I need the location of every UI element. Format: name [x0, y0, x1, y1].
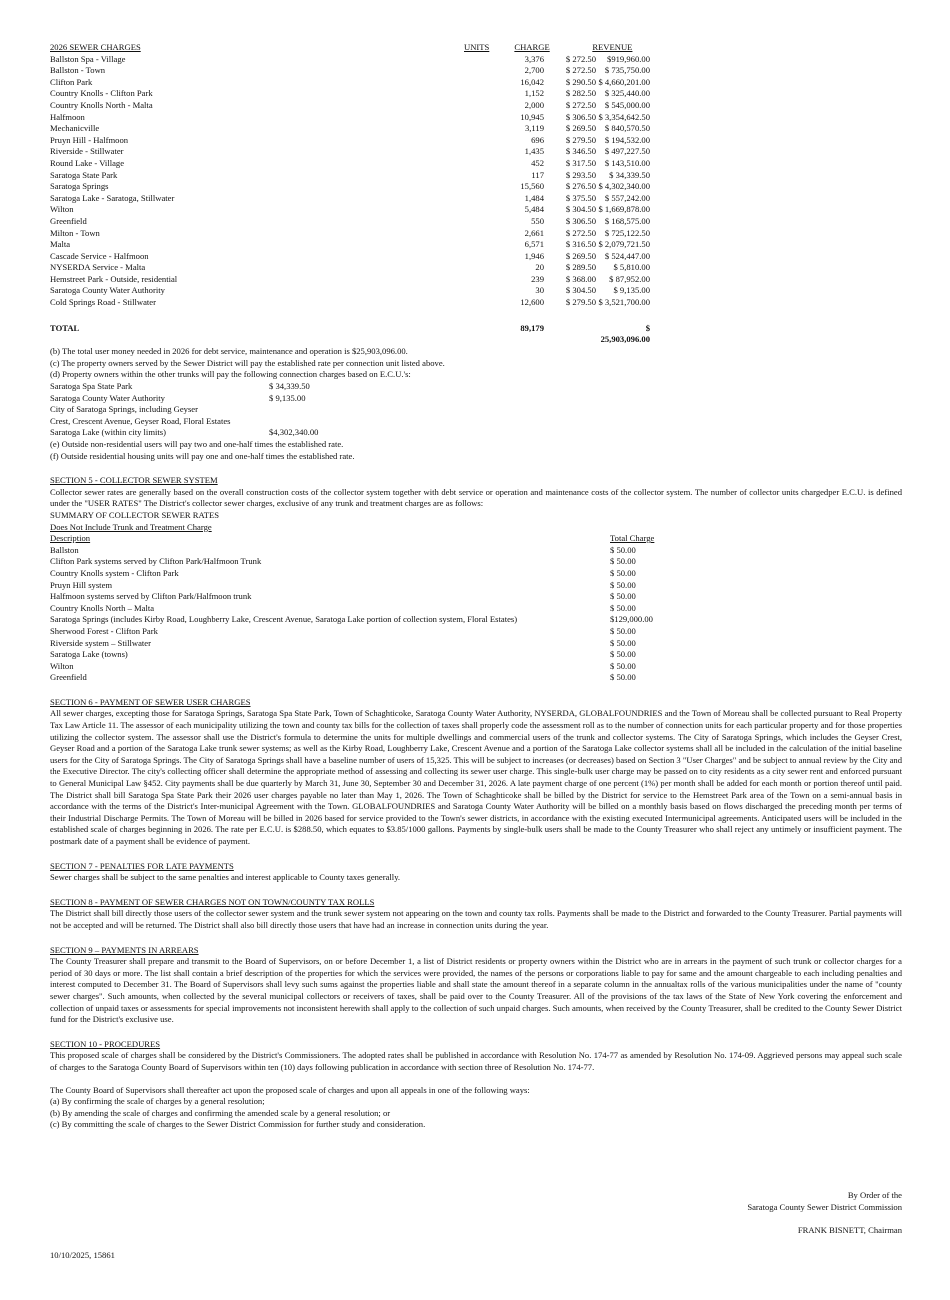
collector-rate-desc: Saratoga Lake (towns): [50, 649, 128, 660]
notes-block: [50, 346, 902, 462]
connection-charge-name: Saratoga County Water Authority: [50, 392, 165, 403]
charge-row-name: Ballston Spa - Village: [50, 53, 126, 64]
section-9-heading: SECTION 9 – PAYMENTS IN ARREARS: [50, 944, 199, 955]
charges-row: [50, 100, 650, 112]
charge-row-charge: $ 293.50: [565, 169, 596, 180]
collector-rate-total: $ 50.00: [610, 649, 636, 660]
charge-row-units: 1,484: [524, 192, 544, 203]
charge-row-units: 3,119: [524, 123, 544, 134]
charge-row-revenue: $ 840,570.50: [604, 123, 650, 134]
collector-desc-header: Description: [50, 533, 91, 544]
charges-row: [50, 77, 650, 89]
charge-row-name: Country Knolls - Clifton Park: [50, 88, 153, 99]
collector-rate-desc: Pruyn Hill system: [50, 579, 113, 590]
charges-row: [50, 170, 650, 182]
charge-row-name: Saratoga State Park: [50, 169, 118, 180]
charge-row-charge: $ 304.50: [565, 204, 596, 215]
charge-row-revenue: $ 3,521,700.00: [598, 297, 650, 308]
charge-row-units: 2,700: [524, 65, 544, 76]
charge-row-revenue: $ 725,122.50: [604, 227, 650, 238]
charge-row-name: Clifton Park: [50, 76, 93, 87]
charge-row-units: 30: [535, 285, 544, 296]
charge-row-charge: $ 269.50: [565, 250, 596, 261]
section-8-body: The District shall bill directly those users of the collector sewer system and the trunk sewer system not appearing on the town and county tax rolls. Payments shall be made to the District and forwarded to the County Treasurer. Partial payments will not be accepted and will be returned. The District shall also bill directly those users that have had an increase in connection units during the year.: [50, 908, 902, 930]
collector-rate-desc: Greenfield: [50, 672, 87, 683]
section-5-body: Collector sewer rates are generally based on the overall construction costs of the collector system together with debt service or operation and maintenance costs of the collector system. The number of collector units chargedper E.C.U. is defined under the "USER RATES" The District's collector sewer charges, exclusive of any trunk and treatment charges are as follows:: [50, 486, 902, 509]
section-8-heading: SECTION 8 - PAYMENT OF SEWER CHARGES NOT ON TOWN/COUNTY TAX ROLLS: [50, 896, 375, 907]
connection-charge-row: [50, 393, 902, 405]
collector-rate-row: [50, 661, 902, 673]
collector-rate-row: [50, 614, 902, 626]
collector-rate-row: [50, 580, 902, 592]
charge-row-units: 20: [535, 262, 544, 273]
note-e: (e) Outside non-residential users will pay two and one-half times the established rate.: [50, 439, 344, 449]
collector-rate-row: [50, 591, 902, 603]
charge-row-units: 2,661: [524, 227, 544, 238]
charge-row-revenue: $ 168,575.00: [604, 215, 650, 226]
charge-row-units: 239: [531, 273, 544, 284]
charges-row: [50, 228, 650, 240]
charge-row-units: 15,560: [520, 181, 544, 192]
connection-charge-name: Saratoga Lake (within city limits): [50, 427, 166, 438]
section-6-body: All sewer charges, excepting those for Saratoga Springs, Saratoga Spa State Park, Town of Schaghticoke, Saratoga County Water Authority, NYSERDA, GLOBALFOUNDRIES and the Town of Moreau shall be collected pursuant to Real Property Tax Law Article 11. The assessor of each municipality utilizing the town and county tax bills for the collection of taxes shall properly code the assessment roll as to the number of connection units for each particular property and for those properties utilizing the collector system. The assessor shall use the District's formula to determine the units for multiple dwellings and commercial users of the trunk and collector systems. The City of Saratoga Springs, which includes the Geyser Crest, Geyser Road and a portion of the Saratoga Lake trunk sewer systems; as well as the Kirby Road, Loughberry Lake, Crescent Avenue and a portion of the Saratoga Lake collector systems shall all be included in the calculation of the initial baseline users for the City of Saratoga Springs. The City of Saratoga Springs shall have a baseline number of users of 15,325. This will be subject to increases (or decreases) based on Section 3 "User Charges" and be subject to annual review by the City and the Executive Director. The city's collecting officer shall determine the appropriate method of assessing and collecting its sewer user charge. This single-bulk user charge may be passed on to city residents as a city sewer rent and enforced pursuant to General Municipal Law §452. City payments shall be due quarterly by March 31, June 30, September 30 and December 31, 2026. A late payment charge of one percent (1%) per month shall be added for each month or portion thereof until paid. The District shall bill Saratoga Spa State Park their 2026 user charges payable no later than May 1, 2026. The Town of Schaghticoke shall be billed by the District for service to the Hemstreet Park area of the Town on a semi-annual basis in accordance with the terms of the District's Inter-municipal Agreement with the Town. GLOBALFOUNDRIES and Saratoga County Water Authority will be billed on a monthly basis based on flows discharged the preceding month per terms of their Industrial Discharge Permits. The Town of Moreau will be billed in 2026 based for service provided to the Town's sewer districts, in accordance with the existing executed Intermunicipal agreements. Anticipated users will be included in the established scale of charges beginning in 2026. The rate per E.C.U. is $288.50, which equates to $3.85/1000 gallons. Payments by single-bulk users shall be made to the County Treasurer who shall reject any untimely or insufficient payment. The postmark date of a payment shall be evidence of payment.: [50, 708, 902, 846]
charge-row-units: 696: [531, 134, 544, 145]
charge-row-charge: $ 272.50: [565, 227, 596, 238]
charges-row: [50, 285, 650, 297]
charges-row: [50, 297, 650, 309]
charge-row-units: 5,484: [524, 204, 544, 215]
charge-row-revenue: $ 325,440.00: [604, 88, 650, 99]
charge-row-charge: $ 304.50: [565, 285, 596, 296]
charge-row-charge: $ 368.00: [565, 273, 596, 284]
collector-rate-row: [50, 672, 902, 684]
charge-row-units: 10,945: [520, 111, 544, 122]
charge-row-units: 12,600: [520, 297, 544, 308]
charges-row: [50, 158, 650, 170]
collector-rate-total: $ 50.00: [610, 660, 636, 671]
total-revenue: $ 25,903,096.00: [600, 322, 650, 345]
charge-row-charge: $ 276.50: [565, 181, 596, 192]
charge-row-charge: $ 282.50: [565, 88, 596, 99]
collector-rate-row: [50, 568, 902, 580]
charge-row-charge: $ 375.50: [565, 192, 596, 203]
charge-row-revenue: $ 524,447.00: [604, 250, 650, 261]
charge-row-name: Country Knolls North - Malta: [50, 99, 153, 110]
charge-row-revenue: $ 34,339.50: [609, 169, 650, 180]
collector-rate-desc: Riverside system – Stillwater: [50, 637, 151, 648]
connection-charges-list: [50, 381, 902, 439]
connection-charge-row: [50, 381, 902, 393]
charge-header: CHARGE: [514, 42, 550, 52]
charge-row-name: Cascade Service - Halfmoon: [50, 250, 149, 261]
charge-row-units: 1,946: [524, 250, 544, 261]
charges-header-row: [50, 42, 650, 54]
section-9: [50, 945, 902, 1026]
charge-row-units: 6,571: [524, 239, 544, 250]
charges-row: [50, 123, 650, 135]
collector-rate-total: $ 50.00: [610, 579, 636, 590]
charge-row-charge: $ 290.50: [565, 76, 596, 87]
charge-row-name: Ballston - Town: [50, 65, 106, 76]
collector-summary-subtitle: Does Not Include Trunk and Treatment Charge: [50, 521, 212, 532]
signature-block: [747, 1190, 902, 1237]
charge-row-revenue: $ 1,669,878.00: [598, 204, 650, 215]
section-5-heading: SECTION 5 - COLLECTOR SEWER SYSTEM: [50, 475, 218, 486]
charge-row-charge: $ 272.50: [565, 65, 596, 76]
total-units: 89,179: [520, 322, 544, 333]
charge-row-revenue: $ 4,660,201.00: [598, 76, 650, 87]
collector-rate-row: [50, 638, 902, 650]
collector-rate-row: [50, 556, 902, 568]
connection-charge-amount: $ 9,135.00: [269, 392, 306, 403]
charge-row-charge: $ 279.50: [565, 297, 596, 308]
note-d: (d) Property owners within the other trunks will pay the following connection charges based on E.C.U.'s:: [50, 369, 411, 380]
document-page: [50, 42, 902, 1131]
procedure-item-a: (a) By confirming the scale of charges by a general resolution;: [50, 1096, 265, 1107]
charge-row-charge: $ 317.50: [565, 157, 596, 168]
collector-rate-desc: Wilton: [50, 660, 74, 671]
charge-row-revenue: $ 3,354,642.50: [598, 111, 650, 122]
charge-row-name: NYSERDA Service - Malta: [50, 262, 146, 273]
charge-row-revenue: $ 497,227.50: [604, 146, 650, 157]
charge-row-name: Hemstreet Park - Outside, residential: [50, 273, 178, 284]
signature-line-2: Saratoga County Sewer District Commission: [747, 1201, 902, 1212]
collector-rate-desc: Saratoga Springs (includes Kirby Road, Loughberry Lake, Crescent Avenue, Saratoga Lake portion of collection system, Floral Estates): [50, 614, 518, 625]
charge-row-name: Malta: [50, 239, 71, 250]
charge-row-charge: $ 272.50: [565, 99, 596, 110]
charge-row-charge: $ 289.50: [565, 262, 596, 273]
charge-row-units: 2,000: [524, 99, 544, 110]
collector-total-header: Total Charge: [610, 533, 655, 544]
charge-row-name: Halfmoon: [50, 111, 85, 122]
note-c: (c) The property owners served by the Sewer District will pay the established rate per connection unit listed above.: [50, 357, 445, 368]
charge-row-revenue: $ 87,952.00: [609, 273, 650, 284]
section-9-body: The County Treasurer shall prepare and transmit to the Board of Supervisors, on or before December 1, a list of District residents or property owners within the District who are in arrears in the payment of such trunk or collector charges for a period of 30 days or more. The list shall contain a brief description of the properties for which the services were provided, the names of the persons or corporations liable to pay for same and the amount chargeable to each including penalties and interest computed to December 31. The Board of Supervisors shall levy such sums against the properties liable and shall state the amount thereof in a separate column in the annualtax rolls of the various municipalities under the name of "county sewer charges". Such amounts, when collected by the several municipal collectors or receivers of taxes, shall be paid over to the County Treasurer. All of the provisions of the tax laws of the State of New York covering the enforcement and collection of unpaid taxes or assessments for special improvements not inconsistent herewith shall apply to the collection of such unpaid charges. Such amounts, when received by the County Treasurer, shall be credited to the County Sewer District fund for the District's exclusive use.: [50, 956, 902, 1025]
charge-row-charge: $ 346.50: [565, 146, 596, 157]
charge-row-units: 16,042: [520, 76, 544, 87]
charge-row-revenue: $ 545,000.00: [604, 99, 650, 110]
charges-row: [50, 274, 650, 286]
charges-row: [50, 146, 650, 158]
collector-rate-desc: Country Knolls system - Clifton Park: [50, 567, 179, 578]
collector-rate-row: [50, 649, 902, 661]
charge-row-name: Round Lake - Village: [50, 157, 125, 168]
charge-row-name: Saratoga County Water Authority: [50, 285, 165, 296]
charges-row: [50, 251, 650, 263]
charges-row: [50, 193, 650, 205]
collector-rate-total: $ 50.00: [610, 637, 636, 648]
charges-row: [50, 216, 650, 228]
connection-charge-name: City of Saratoga Springs, including Geyser: [50, 404, 198, 415]
charge-row-charge: $ 269.50: [565, 123, 596, 134]
charges-row: [50, 262, 650, 274]
collector-rate-row: [50, 545, 902, 557]
note-b: (b) The total user money needed in 2026 for debt service, maintenance and operation is $25,903,096.00.: [50, 346, 408, 357]
connection-charge-name: Crest, Crescent Avenue, Geyser Road, Floral Estates: [50, 415, 231, 426]
document-footer: 10/10/2025, 15861: [50, 1250, 115, 1260]
collector-summary-title: SUMMARY OF COLLECTOR SEWER RATES: [50, 509, 220, 520]
connection-charge-name: Saratoga Spa State Park: [50, 381, 133, 392]
connection-charge-row: [50, 427, 902, 439]
section-5: [50, 475, 902, 684]
total-row: [50, 322, 650, 345]
charge-row-revenue: $ 9,135.00: [613, 285, 650, 296]
collector-rate-total: $ 50.00: [610, 544, 636, 555]
collector-rate-desc: Clifton Park systems served by Clifton Park/Halfmoon Trunk: [50, 556, 262, 567]
collector-rate-row: [50, 603, 902, 615]
collector-rate-total: $129,000.00: [610, 614, 653, 625]
connection-charge-row: [50, 404, 902, 416]
connection-charge-amount: $4,302,340.00: [269, 427, 319, 438]
charge-row-charge: $ 272.50: [565, 53, 596, 64]
charge-row-name: Wilton: [50, 204, 74, 215]
charges-row: [50, 135, 650, 147]
charge-row-revenue: $ 735,750.00: [604, 65, 650, 76]
collector-rate-total: $ 50.00: [610, 591, 636, 602]
collector-rate-row: [50, 626, 902, 638]
charges-row: [50, 181, 650, 193]
section-10-intro: The County Board of Supervisors shall thereafter act upon the proposed scale of charges and upon all appeals in one of the following ways:: [50, 1084, 530, 1095]
collector-rates-body: [50, 545, 902, 684]
total-charge-empty: [544, 323, 596, 335]
signature-name: FRANK BISNETT, Chairman: [797, 1225, 902, 1236]
charge-row-name: Pruyn Hill - Halfmoon: [50, 134, 129, 145]
units-header: UNITS: [464, 42, 490, 52]
charge-row-charge: $ 306.50: [565, 215, 596, 226]
section-7: [50, 861, 902, 884]
charges-row: [50, 65, 650, 77]
collector-rate-desc: Halfmoon systems served by Clifton Park/Halfmoon trunk: [50, 591, 252, 602]
charge-row-charge: $ 306.50: [565, 111, 596, 122]
charge-row-name: Cold Springs Road - Stillwater: [50, 297, 156, 308]
charges-body: [50, 54, 650, 309]
charge-row-name: Saratoga Springs: [50, 181, 109, 192]
charge-row-name: Greenfield: [50, 215, 87, 226]
collector-rate-desc: Country Knolls North – Malta: [50, 602, 155, 613]
revenue-header: REVENUE: [592, 42, 633, 52]
procedure-item-c: (c) By committing the scale of charges to the Sewer District Commission for further study and consideration.: [50, 1119, 426, 1130]
sewer-charges-table: [50, 42, 650, 345]
charge-row-name: Saratoga Lake - Saratoga, Stillwater: [50, 192, 175, 203]
collector-rate-desc: Ballston: [50, 544, 79, 555]
collector-rate-total: $ 50.00: [610, 672, 636, 683]
section-8: [50, 897, 902, 932]
section-10-body: This proposed scale of charges shall be considered by the District's Commissioners. The adopted rates shall be published in accordance with Resolution No. 174-77 as amended by Resolution No. 174-09. Aggrieved persons may appeal such scale of charges to the Saratoga County Board of Supervisors within ten (10) days following publication in accordance with section three of Resolution No. 174-77.: [50, 1050, 902, 1072]
charge-row-units: 1,435: [524, 146, 544, 157]
signature-line-1: By Order of the: [847, 1190, 902, 1200]
charges-row: [50, 112, 650, 124]
charge-row-units: 1,152: [524, 88, 544, 99]
section-7-body: Sewer charges shall be subject to the same penalties and interest applicable to County taxes generally.: [50, 872, 401, 883]
charge-row-name: Riverside - Stillwater: [50, 146, 124, 157]
section-10: [50, 1039, 902, 1131]
collector-rate-total: $ 50.00: [610, 556, 636, 567]
charge-row-units: 3,376: [524, 53, 544, 64]
section-7-heading: SECTION 7 - PENALTIES FOR LATE PAYMENTS: [50, 860, 234, 871]
connection-charge-row: [50, 416, 902, 428]
section-10-heading: SECTION 10 - PROCEDURES: [50, 1038, 161, 1049]
collector-rate-total: $ 50.00: [610, 567, 636, 578]
charges-title: 2026 SEWER CHARGES: [50, 42, 141, 52]
charge-row-revenue: $ 5,810.00: [613, 262, 650, 273]
section-6: [50, 697, 902, 848]
connection-charge-amount: $ 34,339.50: [269, 381, 310, 392]
charge-row-units: 117: [531, 169, 544, 180]
collector-rate-total: $ 50.00: [610, 625, 636, 636]
section-6-heading: SECTION 6 - PAYMENT OF SEWER USER CHARGES: [50, 696, 251, 707]
charge-row-revenue: $ 557,242.00: [604, 192, 650, 203]
charge-row-charge: $ 279.50: [565, 134, 596, 145]
note-f: (f) Outside residential housing units will pay one and one-half times the established rate.: [50, 450, 355, 461]
charge-row-revenue: $ 4,302,340.00: [598, 181, 650, 192]
procedure-item-b: (b) By amending the scale of charges and confirming the amended scale by a general resolution; or: [50, 1107, 391, 1118]
charge-row-charge: $ 316.50: [565, 239, 596, 250]
charge-row-revenue: $ 2,079,721.50: [598, 239, 650, 250]
charges-row: [50, 239, 650, 251]
charge-row-name: Mechanicville: [50, 123, 100, 134]
total-label: TOTAL: [50, 322, 80, 333]
charges-row: [50, 204, 650, 216]
charge-row-units: 550: [531, 215, 544, 226]
charge-row-name: Milton - Town: [50, 227, 100, 238]
charge-row-units: 452: [531, 157, 544, 168]
collector-rate-desc: Sherwood Forest - Clifton Park: [50, 625, 158, 636]
charge-row-revenue: $919,960.00: [607, 53, 650, 64]
collector-header-row: [50, 533, 902, 545]
charges-row: [50, 54, 650, 66]
charges-row: [50, 88, 650, 100]
collector-rate-total: $ 50.00: [610, 602, 636, 613]
charge-row-revenue: $ 194,532.00: [604, 134, 650, 145]
charge-row-revenue: $ 143,510.00: [604, 157, 650, 168]
